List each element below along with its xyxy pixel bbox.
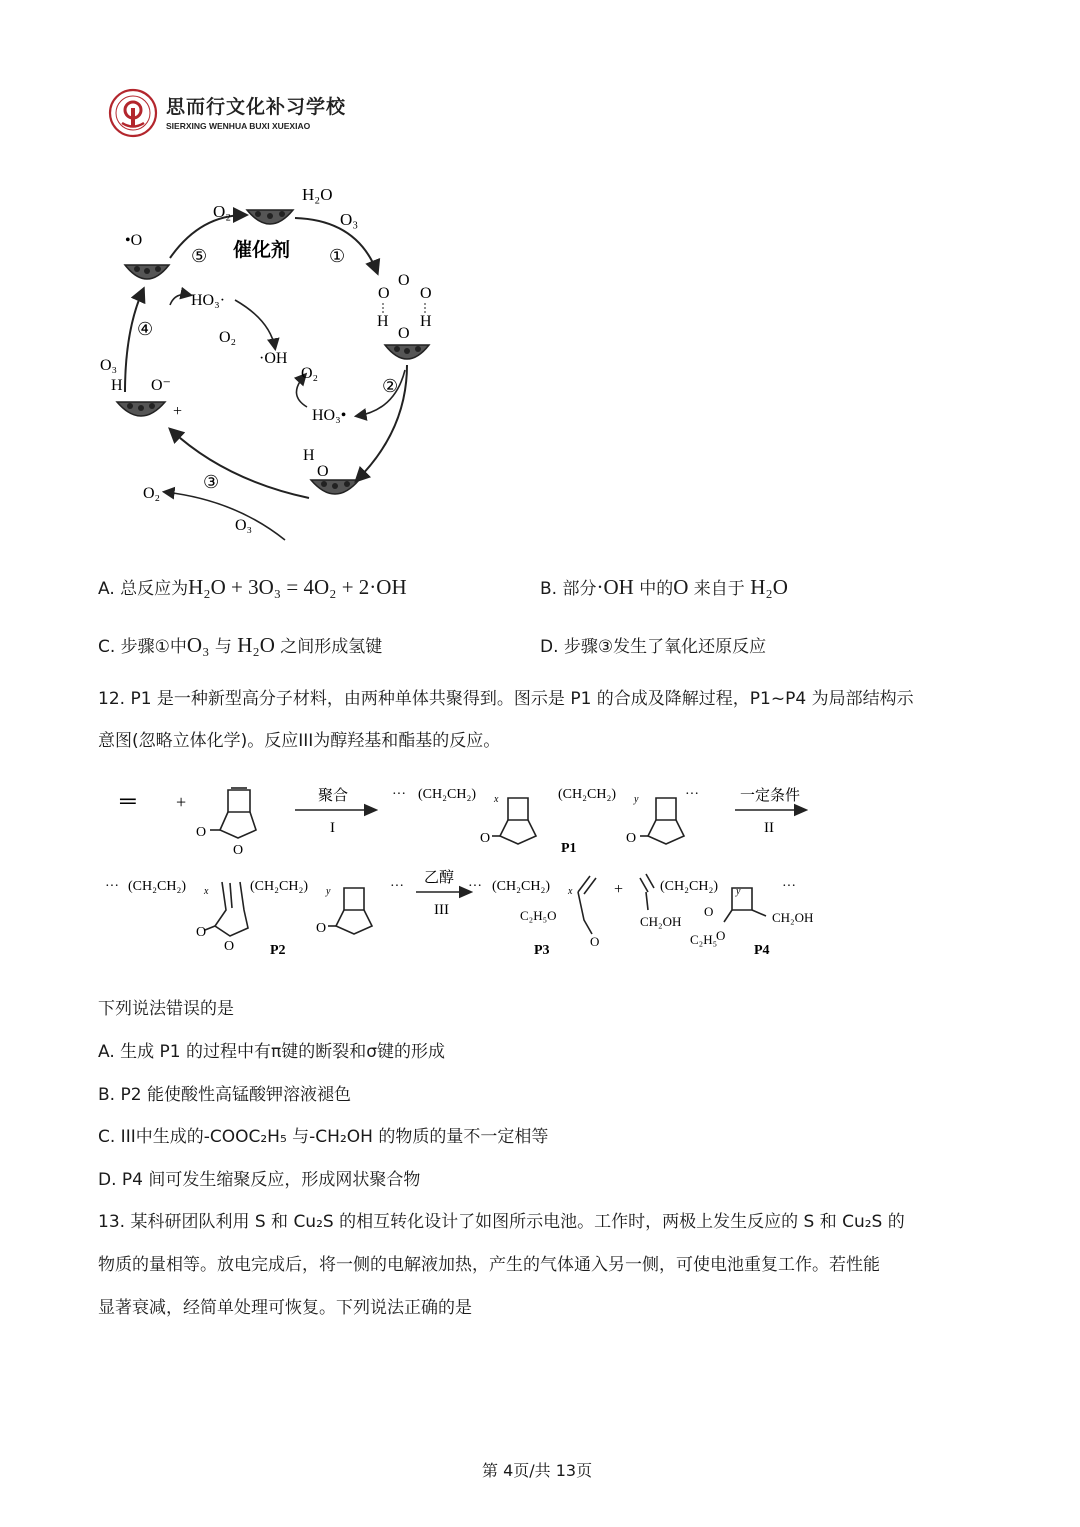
svg-text:O: O	[224, 939, 235, 954]
p4-ch2ch2-y: (CH₂CH₂)	[660, 879, 718, 894]
p2-label: P2	[270, 943, 286, 958]
svg-text:O: O	[704, 904, 714, 919]
option-a: A. 总反应为H₂O + 3O₃ = 4O₂ + 2·OH	[98, 575, 407, 599]
svg-text:O: O	[480, 831, 491, 846]
ho3-label: HO₃•	[312, 407, 347, 424]
svg-text:y: y	[736, 886, 741, 897]
reaction-3-reagent: 乙醇	[424, 870, 455, 886]
h-atom-label: H	[111, 377, 123, 394]
reaction-1-label: I	[330, 820, 335, 836]
school-pinyin: SIERXING WENHUA BUXI XUEXIAO	[166, 121, 311, 131]
p4-label: P4	[754, 943, 770, 958]
oo-radical-label: •O	[125, 232, 143, 249]
o-atom-label: O	[378, 285, 390, 302]
h-atom-label: H	[420, 313, 432, 330]
plus-label: +	[173, 403, 183, 420]
q12-option-b: B. P2 能使酸性高锰酸钾溶液褪色	[98, 1085, 351, 1105]
step-4: ④	[137, 319, 154, 339]
q12-reaction-scheme	[100, 770, 860, 965]
step-5: ⑤	[191, 246, 208, 266]
q13-text-line1: 13. 某科研团队利用 S 和 Cu₂S 的相互转化设计了如图所示电池。工作时，两极上发生反应的 S 和 Cu₂S 的	[98, 1212, 905, 1232]
svg-text:O: O	[716, 928, 726, 943]
svg-text:···: ···	[390, 879, 404, 894]
svg-text:O: O	[626, 831, 637, 846]
svg-text:x: x	[568, 886, 573, 897]
p3-ch2ch2-x: (CH₂CH₂)	[492, 879, 550, 894]
catalytic-cycle-diagram	[95, 180, 455, 550]
q12-option-a: A. 生成 P1 的过程中有π键的断裂和σ键的形成	[98, 1042, 446, 1062]
oh-label: ·OH	[259, 350, 288, 367]
p1-ch2ch2-x: (CH₂CH₂)	[418, 787, 476, 802]
p2-ch2ch2-x: (CH₂CH₂)	[128, 879, 186, 894]
school-emblem-icon	[108, 88, 158, 138]
p2-ch2ch2-y: (CH₂CH₂)	[250, 879, 308, 894]
q12-text-line1: 12. P1 是一种新型高分子材料，由两种单体共聚得到。图示是 P1 的合成及降解过程，P1~P4 为局部结构示	[98, 689, 914, 709]
p4-ch2oh-left: CH₂OH	[640, 914, 682, 929]
ho3-label: HO₃·	[191, 292, 226, 309]
p3-label: P3	[534, 943, 550, 958]
svg-text:x: x	[204, 886, 209, 897]
option-c: C. 步骤①中O₃ 与 H₂O 之间形成氢键	[98, 633, 383, 657]
svg-text:···: ···	[685, 787, 699, 802]
option-d: D. 步骤③发生了氧化还原反应	[540, 637, 767, 657]
svg-text:···: ···	[392, 787, 406, 802]
reaction-1-reagent: 聚合	[318, 788, 349, 804]
o-atom-label: O	[398, 325, 410, 342]
reaction-3-label: III	[434, 902, 449, 918]
svg-text:···: ···	[105, 879, 119, 894]
step-1: ①	[329, 246, 346, 266]
reaction-2-label: II	[764, 820, 774, 836]
q12-option-d: D. P4 间可发生缩聚反应，形成网状聚合物	[98, 1170, 421, 1190]
p1-label: P1	[561, 841, 577, 856]
svg-text:y: y	[326, 886, 331, 897]
plus-sign: +	[176, 792, 187, 812]
p3-ester: C₂H₅O	[520, 908, 557, 923]
ethylene: ═	[120, 788, 136, 813]
svg-text:···: ···	[782, 879, 796, 894]
svg-text:O: O	[590, 934, 600, 949]
q12-stem: 下列说法错误的是	[98, 999, 234, 1019]
q12-option-c: C. III中生成的-COOC₂H₅ 与-CH₂OH 的物质的量不一定相等	[98, 1127, 549, 1147]
o2-label: O₂	[219, 329, 237, 346]
p1-ch2ch2-y: (CH₂CH₂)	[558, 787, 616, 802]
o-atom-label: O	[420, 285, 432, 302]
ring-o: O	[233, 843, 244, 858]
option-a-formula: H₂O + 3O₃ = 4O₂ + 2·OH	[188, 575, 407, 599]
q13-text-line3: 显著衰减，经简单处理可恢复。下列说法正确的是	[98, 1298, 472, 1318]
school-logo	[108, 88, 348, 140]
svg-text:···: ···	[468, 879, 482, 894]
carbonyl-o: O	[196, 825, 207, 840]
o3-label: O₃	[235, 517, 253, 534]
step-3: ③	[203, 472, 220, 492]
o3-label: O₃	[340, 210, 359, 229]
q13-text-line2: 物质的量相等。放电完成后，将一侧的电解液加热，产生的气体通入另一侧，可使电池重复工作。若性能	[98, 1255, 880, 1275]
o-atom-label: O	[317, 463, 329, 480]
o-atom-label: O	[398, 272, 410, 289]
catalyst-bowl	[125, 265, 169, 279]
o2-label: O₂	[143, 485, 161, 502]
page-number: 第 4页/共 13页	[482, 1461, 593, 1480]
bicyclic-lactone-monomer	[210, 788, 256, 838]
p4-ch2oh-right: CH₂OH	[772, 910, 814, 925]
svg-text:+: +	[614, 881, 624, 898]
o-minus-label: O⁻	[151, 377, 171, 394]
q12-text-line2: 意图(忽略立体化学)。反应III为醇羟基和酯基的反应。	[98, 731, 501, 751]
svg-text:x: x	[494, 794, 499, 805]
h-atom-label: H	[303, 447, 315, 464]
h-atom-label: H	[377, 313, 389, 330]
catalyst-bowl	[117, 402, 165, 416]
catalyst-bowl	[311, 480, 359, 494]
svg-text:O: O	[196, 925, 207, 940]
school-name: 思而行文化补习学校	[166, 96, 347, 118]
step-2: ②	[382, 376, 399, 396]
catalyst-bowl	[385, 345, 429, 359]
option-b: B. 部分·OH 中的O 来自于 H₂O	[540, 575, 788, 599]
catalyst-bowl	[247, 210, 293, 224]
h2o-label: H₂O	[302, 185, 333, 204]
svg-text:O: O	[316, 921, 327, 936]
o3-label: O₃	[100, 357, 118, 374]
o2-label: O₂	[213, 202, 232, 221]
reaction-2-reagent: 一定条件	[740, 788, 801, 804]
catalyst-label: 催化剂	[233, 240, 291, 261]
svg-text:y: y	[634, 794, 639, 805]
p4-ethyl: C₂H₅	[690, 932, 718, 947]
o2-label: O₂	[301, 365, 319, 382]
